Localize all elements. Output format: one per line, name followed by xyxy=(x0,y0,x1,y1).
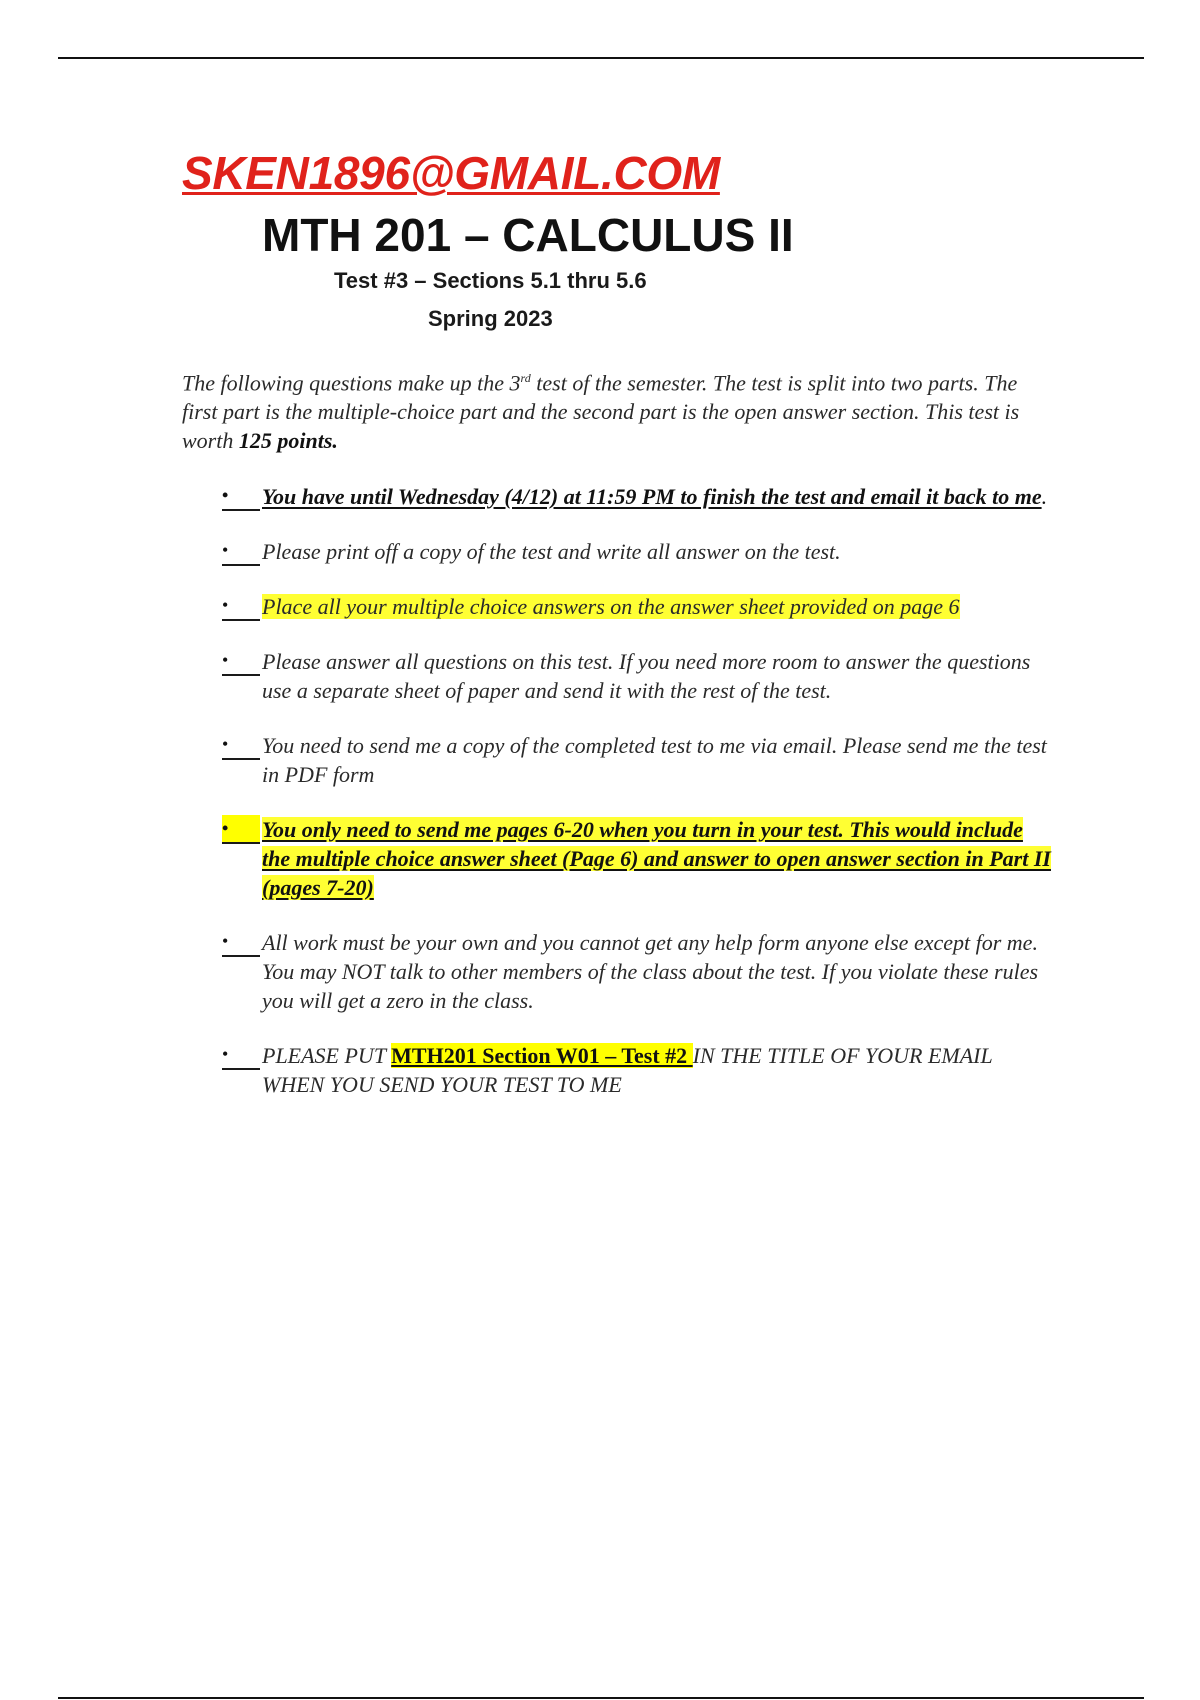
instruction-text: IN THE TITLE OF YOUR EMAIL WHEN YOU SEND YOUR TEST TO ME xyxy=(262,1043,993,1097)
intro-text-2: test of the semester. The test is split into two parts. The first part is the multiple-choice part and the second part is the open answer section. This test is worth xyxy=(182,370,1020,454)
intro-text-1: The following questions make up the 3 xyxy=(182,370,521,396)
bullet-marker: • xyxy=(222,731,260,760)
intro-points: 125 points. xyxy=(238,428,338,454)
intro-paragraph xyxy=(182,364,1042,455)
bullet-marker: • xyxy=(222,647,260,676)
email-subject-highlight: MTH201 Section W01 – Test #2 xyxy=(391,1043,693,1068)
list-item xyxy=(222,928,1052,1015)
highlighted-instruction: Place all your multiple choice answers on the answer sheet provided on page 6 xyxy=(262,594,960,619)
list-item xyxy=(222,647,1052,705)
list-item xyxy=(222,592,1052,621)
bullet-marker: • xyxy=(222,592,260,621)
bullet-marker: • xyxy=(222,1041,260,1070)
list-item xyxy=(222,537,1052,566)
bullet-marker: • xyxy=(222,815,260,844)
bullet-marker: • xyxy=(222,928,260,957)
deadline-text: You have until Wednesday (4/12) at 11:59 PM to finish the test and email it back to me xyxy=(262,484,1042,509)
top-rule xyxy=(58,57,1144,59)
list-item xyxy=(222,482,1052,511)
instruction-text: You need to send me a copy of the completed test to me via email. Please send me the test in PDF form xyxy=(262,733,1047,787)
intro-ordinal: rd xyxy=(520,371,531,385)
instruction-text: Please answer all questions on this test. If you need more room to answer the questions use a separate sheet of paper and send it with the rest of the test. xyxy=(262,649,1031,703)
highlighted-instruction: You only need to send me pages 6-20 when you turn in your test. This would include the multiple choice answer sheet (Page 6) and answer to open answer section in Part II (pages 7-20) xyxy=(262,817,1051,900)
bottom-rule xyxy=(58,1697,1144,1699)
email-header: SKEN1896@GMAIL.COM xyxy=(182,147,720,199)
test-subtitle: Test #3 – Sections 5.1 thru 5.6 xyxy=(334,268,647,293)
list-item xyxy=(222,1041,1052,1099)
instruction-text: All work must be your own and you cannot get any help form anyone else except for me. You may NOT talk to other members of the class about the test. If you violate these rules you will get a zero in the class. xyxy=(262,930,1039,1013)
list-item xyxy=(222,815,1052,902)
deadline-period: . xyxy=(1041,484,1048,509)
bullet-marker: • xyxy=(222,482,260,511)
instruction-text: Please print off a copy of the test and write all answer on the test. xyxy=(262,539,841,564)
instruction-text: PLEASE PUT xyxy=(262,1043,392,1068)
term-label: Spring 2023 xyxy=(428,306,553,331)
list-item xyxy=(222,731,1052,789)
page-title: MTH 201 – CALCULUS II xyxy=(262,209,794,261)
instructions-list xyxy=(222,482,1052,1125)
bullet-marker: • xyxy=(222,537,260,566)
